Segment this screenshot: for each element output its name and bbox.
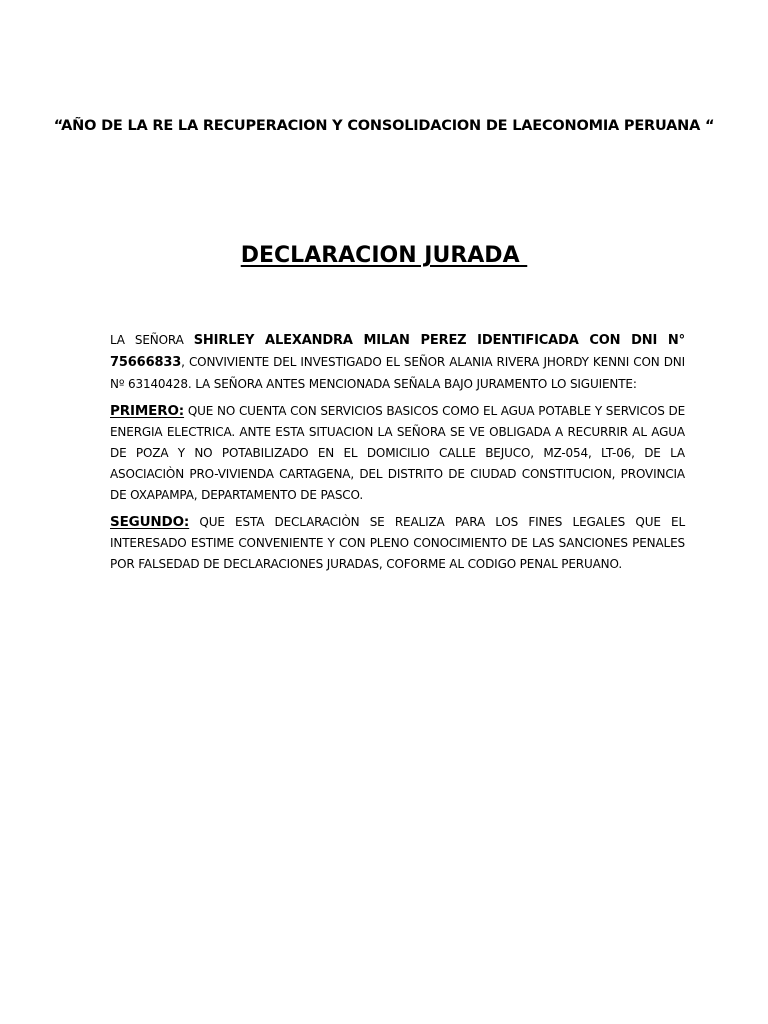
primero-text: QUE NO CUENTA CON SERVICIOS BASICOS COMO EL AGUA POTABLE Y SERVICOS DE ENERGIA ELECTRICA. ANTE ESTA SITUACION LA SEÑORA SE VE OBLIGADA A RECURRIR AL AGUA DE POZA Y NO POTABILIZADO EN EL DOMICILIO CALLE BEJUCO, MZ-054, LT-06, DE LA ASOCIACIÒN PRO-VIVIENDA CARTAGENA, DEL DISTRITO DE CIUDAD CONSTITUCION, PROVINCIA DE OXAPAMPA, DEPARTAMENTO DE PASCO. [110,404,685,502]
declarant-name: SHIRLEY ALEXANDRA MILAN PEREZ IDENTIFICADA CON DNI N° 75666833 [110,333,686,370]
document-body [110,330,685,582]
segundo-label: SEGUNDO: [110,514,190,531]
intro-paragraph [110,330,685,394]
primero-label: PRIMERO: [110,403,185,420]
year-heading: “AÑO DE LA RE LA RECUPERACION Y CONSOLIDACION DE LAECONOMIA PERUANA “ [53,118,715,134]
document-title: DECLARACION JURADA [240,243,528,268]
intro-rest: , CONVIVIENTE DEL INVESTIGADO EL SEÑOR ALANIA RIVERA JHORDY KENNI CON DNI Nº 63140428. LA SEÑORA ANTES MENCIONADA SEÑALA BAJO JURAMENTO LO SIGUIENTE: [110,354,685,391]
segundo-text: QUE ESTA DECLARACIÒN SE REALIZA PARA LOS FINES LEGALES QUE EL INTERESADO ESTIME CONVENIENTE Y CON PLENO CONOCIMIENTO DE LAS SANCIONES PENALES POR FALSEDAD DE DECLARACIONES JURADAS, COFORME AL CODIGO PENAL PERUANO. [110,515,685,571]
primero-paragraph [110,401,685,505]
segundo-paragraph [110,512,685,574]
intro-prefix: LA SEÑORA [110,333,194,347]
